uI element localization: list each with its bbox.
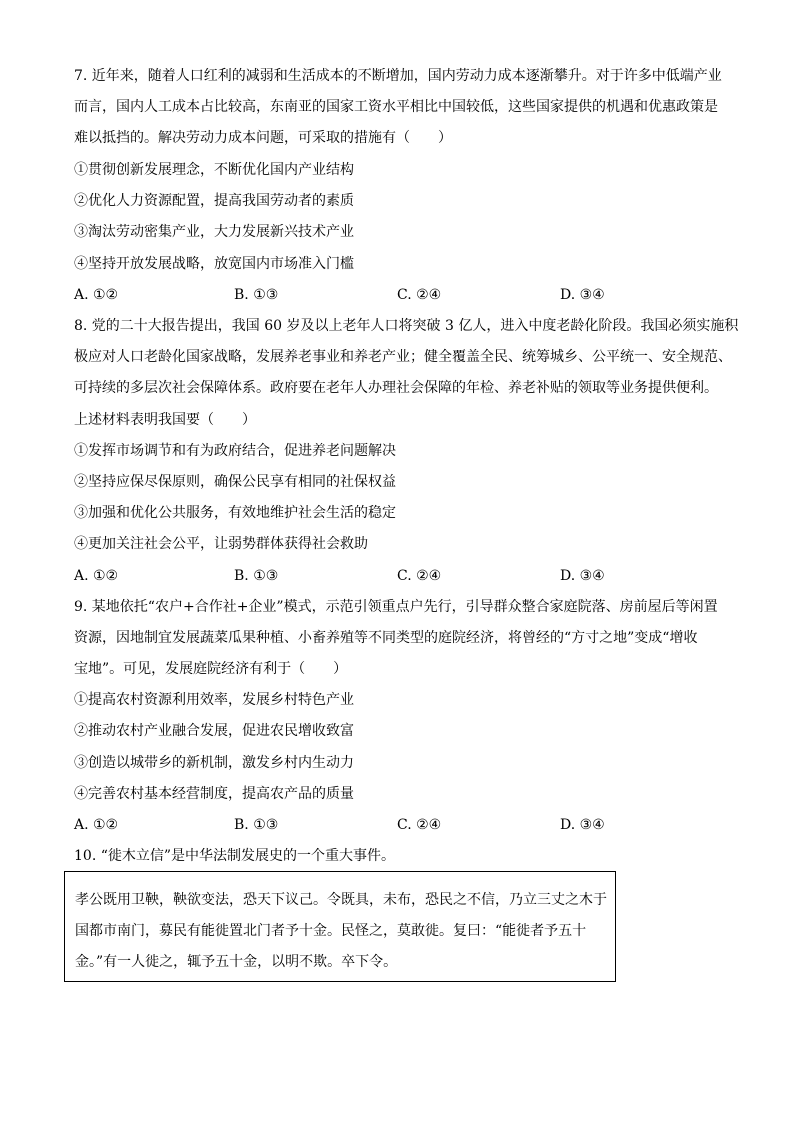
- q7-option-b[interactable]: B. ①③: [234, 287, 279, 303]
- q8-item-4: ④更加关注社会公平，让弱势群体获得社会救助: [74, 536, 368, 552]
- q9-option-c[interactable]: C. ②④: [397, 817, 442, 833]
- q8-option-d[interactable]: D. ③④: [560, 568, 605, 584]
- q8-option-a[interactable]: A. ①②: [74, 568, 119, 584]
- q7-item-2: ②优化人力资源配置，提高我国劳动者的素质: [74, 193, 354, 209]
- q8-item-2: ②坚持应保尽保原则，确保公民享有相同的社保权益: [74, 474, 396, 490]
- q7-item-3: ③淘汰劳动密集产业，大力发展新兴技术产业: [74, 224, 354, 240]
- q9-option-a[interactable]: A. ①②: [74, 817, 119, 833]
- q7-option-d[interactable]: D. ③④: [560, 287, 605, 303]
- q7-stem-line-1: 7. 近年来，随着人口红利的减弱和生活成本的不断增加，国内劳动力成本逐渐攀升。对于许多中低端产业: [74, 68, 722, 84]
- q9-item-1: ①提高农村资源利用效率，发展乡村特色产业: [74, 692, 354, 708]
- q9-item-2: ②推动农村产业融合发展，促进农民增收致富: [74, 723, 354, 739]
- q9-item-4: ④完善农村基本经营制度，提高农产品的质量: [74, 786, 354, 802]
- q7-stem-line-3: 难以抵挡的。解决劳动力成本问题，可采取的措施有（ ）: [74, 130, 452, 146]
- q8-option-c[interactable]: C. ②④: [397, 568, 442, 584]
- q8-stem-line-3: 可持续的多层次社会保障体系。政府要在老年人办理社会保障的年检、养老补贴的领取等业务提供便利。: [74, 380, 718, 396]
- q8-stem-line-2: 极应对人口老龄化国家战略，发展养老事业和养老产业；健全覆盖全民、统筹城乡、公平统一、安全规范、: [74, 349, 732, 365]
- q9-item-3: ③创造以城带乡的新机制，激发乡村内生动力: [74, 755, 354, 771]
- q8-item-1: ①发挥市场调节和有为政府结合，促进养老问题解决: [74, 443, 396, 459]
- q7-stem-line-2: 而言，国内人工成本占比较高，东南亚的国家工资水平相比中国较低，这些国家提供的机遇和优惠政策是: [74, 99, 718, 115]
- q7-item-4: ④坚持开放发展战略，放宽国内市场准入门槛: [74, 256, 354, 272]
- q9-option-d[interactable]: D. ③④: [560, 817, 605, 833]
- q10-source-line-2: 国都市南门，募民有能徙置北门者予十金。民怪之，莫敢徙。复曰：“能徙者予五十: [75, 923, 587, 939]
- q7-option-a[interactable]: A. ①②: [74, 287, 119, 303]
- q8-item-3: ③加强和优化公共服务，有效地维护社会生活的稳定: [74, 505, 396, 521]
- q8-stem-line-1: 8. 党的二十大报告提出，我国 60 岁及以上老年人口将突破 3 亿人，进入中度老龄化阶段。我国必须实施积: [74, 318, 739, 334]
- q10-source-box: [64, 871, 616, 982]
- q7-option-c[interactable]: C. ②④: [397, 287, 442, 303]
- q7-item-1: ①贯彻创新发展理念，不断优化国内产业结构: [74, 162, 354, 178]
- q9-stem-line-2: 资源，因地制宜发展蔬菜瓜果种植、小畜养殖等不同类型的庭院经济，将曾经的“方寸之地”变成“增收: [74, 630, 698, 646]
- q9-stem-line-3: 宝地”。可见，发展庭院经济有利于（ ）: [74, 661, 348, 677]
- q8-stem-line-4: 上述材料表明我国要（ ）: [74, 412, 256, 428]
- q9-stem-line-1: 9. 某地依托“农户+合作社+企业”模式，示范引领重点户先行，引导群众整合家庭院落、房前屋后等闲置: [74, 599, 718, 615]
- q10-source-line-1: 孝公既用卫鞅，鞅欲变法，恐天下议己。令既具，未布，恐民之不信，乃立三丈之木于: [75, 892, 607, 908]
- q9-option-b[interactable]: B. ①③: [234, 817, 279, 833]
- q8-option-b[interactable]: B. ①③: [234, 568, 279, 584]
- q10-stem: 10. “徙木立信”是中华法制发展史的一个重大事件。: [74, 848, 396, 864]
- q10-source-line-3: 金。”有一人徙之，辄予五十金，以明不欺。卒下令。: [75, 954, 398, 970]
